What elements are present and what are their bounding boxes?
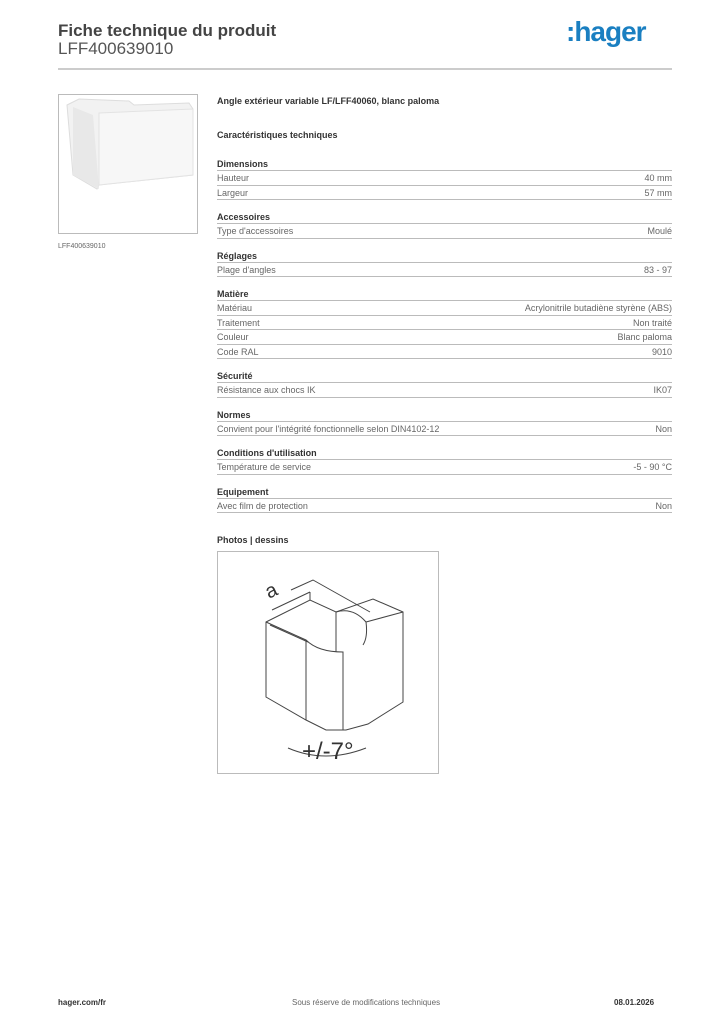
- spec-section: [217, 408, 672, 437]
- angle-label: +/-7°: [302, 738, 354, 765]
- technical-drawing: [217, 551, 439, 774]
- spec-section: [217, 210, 672, 239]
- page-title: Fiche technique du produit: [58, 21, 277, 40]
- photos-heading: Photos | dessins: [217, 535, 289, 545]
- spec-label: Avec film de protection: [217, 500, 308, 511]
- spec-section-title: Conditions d'utilisation: [217, 446, 672, 460]
- product-name: Angle extérieur variable LF/LFF40060, blanc paloma: [217, 96, 440, 106]
- spec-section-title: Normes: [217, 408, 672, 422]
- spec-value: -5 - 90 °C: [633, 462, 672, 472]
- product-photo: [58, 94, 198, 234]
- spec-section: [217, 157, 672, 200]
- spec-value: 9010: [651, 346, 672, 357]
- spec-value: Non: [655, 423, 672, 434]
- spec-section-title: Sécurité: [217, 369, 672, 383]
- spec-row: [217, 499, 672, 514]
- spec-value: 40 mm: [644, 173, 672, 183]
- spec-section-title: Accessoires: [217, 210, 672, 224]
- hager-logo: :hager: [566, 16, 646, 47]
- divider: [58, 68, 672, 70]
- spec-label: Température de service: [217, 462, 312, 472]
- spec-label: Code RAL: [217, 346, 259, 357]
- spec-label: Couleur: [217, 332, 249, 342]
- spec-label: Matériau: [217, 303, 253, 313]
- spec-section-title: Equipement: [217, 485, 672, 499]
- spec-row: [217, 301, 672, 316]
- spec-label: Convient pour l'intégrité fonctionnelle selon DIN4102-12: [217, 423, 440, 434]
- spec-row: [217, 330, 672, 345]
- spec-row: [217, 422, 672, 437]
- spec-section: [217, 287, 672, 359]
- footer-site[interactable]: hager.com/fr: [58, 998, 107, 1007]
- spec-value: Blanc paloma: [617, 332, 672, 342]
- spec-section: [217, 369, 672, 398]
- dimension-label: a: [261, 578, 282, 604]
- spec-section-title: Matière: [217, 287, 672, 301]
- spec-value: Non traité: [632, 317, 672, 328]
- footer-note: Sous réserve de modifications techniques: [292, 998, 441, 1007]
- spec-value: 83 - 97: [643, 264, 672, 275]
- spec-row: [217, 171, 672, 186]
- spec-section-title: Dimensions: [217, 157, 672, 171]
- spec-label: Plage d'angles: [217, 264, 276, 275]
- spec-section: [217, 446, 672, 475]
- spec-row: [217, 186, 672, 201]
- photo-caption: LFF400639010: [58, 243, 106, 250]
- section-heading: Caractéristiques techniques: [217, 130, 338, 140]
- spec-value: Acrylonitrile butadiène styrène (ABS): [524, 303, 672, 313]
- spec-value: Non: [655, 500, 672, 511]
- spec-row: [217, 316, 672, 331]
- spec-section: [217, 485, 672, 514]
- footer-date: 08.01.2026: [614, 998, 655, 1007]
- spec-label: Type d'accessoires: [217, 226, 294, 236]
- spec-value: 57 mm: [644, 187, 672, 198]
- spec-section-title: Réglages: [217, 249, 672, 263]
- spec-label: Traitement: [217, 317, 260, 328]
- spec-row: [217, 383, 672, 398]
- spec-value: Moulé: [647, 226, 672, 236]
- spec-row: [217, 345, 672, 360]
- spec-table: [217, 96, 672, 545]
- spec-value: IK07: [653, 385, 672, 395]
- spec-row: [217, 263, 672, 278]
- product-code: LFF400639010: [58, 39, 174, 58]
- spec-label: Résistance aux chocs IK: [217, 385, 316, 395]
- spec-row: [217, 460, 672, 475]
- spec-section: [217, 249, 672, 278]
- spec-row: [217, 224, 672, 239]
- spec-label: Hauteur: [217, 173, 250, 183]
- spec-label: Largeur: [217, 187, 249, 198]
